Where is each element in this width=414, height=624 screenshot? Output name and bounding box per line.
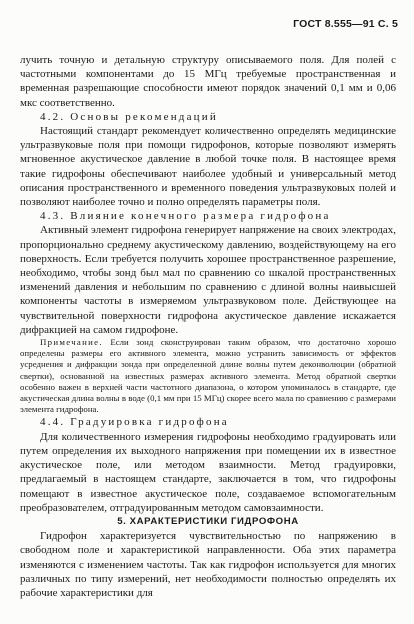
section-4-3-heading: 4.3. Влияние конечного размера гидрофона <box>40 210 331 223</box>
note-label: Примечание. <box>40 337 103 348</box>
note-text: Если зонд сконструирован таким образом, что достаточно хорошо определены размеры его активного элемента, можно устранить зависимость от эффектов усреднения и дифракции зонда при определенной длине волны путем деконволюции (обратной свертки), основанной на известных размерах активного элемента. Метод обратной свертки особенно важен в верхней части частотного диапазона, о котором упоминалось в стандарте, где акустическая длина волны в воде (0,1 мм при 15 МГц) скорее всего мала по сравнению с размерами элемента гидрофона. <box>20 337 396 415</box>
section-5-paragraph: Гидрофон характеризуется чувствительностью по напряжению в свободном поле и характеристикой направленности. Оба этих параметра изменяются с изменением частоты. Так как гидрофон используется для многих различных по типу измерений, нет необходимости полностью определять их рабочие характеристики для <box>20 530 396 599</box>
intro-paragraph: лучить точную и детальную структуру описываемого поля. Для полей с частотными компонентами до 15 МГц требуемые пространственная и временная разрешающие способности имеют порядок значений 0,1 мм и 0,06 мкс соответственно. <box>20 54 396 109</box>
section-4-4-paragraph: Для количественного измерения гидрофоны необходимо градуировать или путем определения их выходного напряжения при помещении их в известное акустическое поле, или методом взаимности. Метод градуировки, предлагаемый в настоящем стандарте, заключается в том, что гидрофоны помещают в известное акустическое поле, создаваемое вспомогательным преобразователем, отградуированным методом самовзаимности. <box>20 430 396 514</box>
note-block <box>20 337 396 415</box>
section-4-4-heading: 4.4. Градуировка гидрофона <box>40 416 229 429</box>
running-header: ГОСТ 8.555—91 С. 5 <box>293 18 398 30</box>
section-5-title: 5. ХАРАКТЕРИСТИКИ ГИДРОФОНА <box>117 515 299 527</box>
page-body <box>20 53 396 600</box>
section-4-3-paragraph: Активный элемент гидрофона генерирует напряжение на своих электродах, пропорционально среднему акустическому давлению, воздействующему на его поверхность. Если требуется получить хорошее пространственное разрешение, необходимо, чтобы зонд был мал по сравнению со шкалой пространственных изменений давления и небольшим по сравнению с длиной волны наивысшей компоненты частоты в измеряемом ультразвуковом поле. Действующее на чувствительной поверхности гидрофона акустическое давление искажается дифракцией на самом гидрофоне. <box>20 224 396 336</box>
section-4-2-heading: 4.2. Основы рекомендаций <box>40 110 218 123</box>
section-4-2-paragraph: Настоящий стандарт рекомендует количественно определять медицинские ультразвуковые поля при помощи гидрофонов, которые позволяют измерять мгновенное акустическое давление в любой точке поля. В настоящее время такие гидрофоны обеспечивают наиболее удобный и универсальный метод описания пространственного и временного поведения ультразвуковых полей и позволяют наиболее точно и полно определять параметры поля. <box>20 125 396 209</box>
